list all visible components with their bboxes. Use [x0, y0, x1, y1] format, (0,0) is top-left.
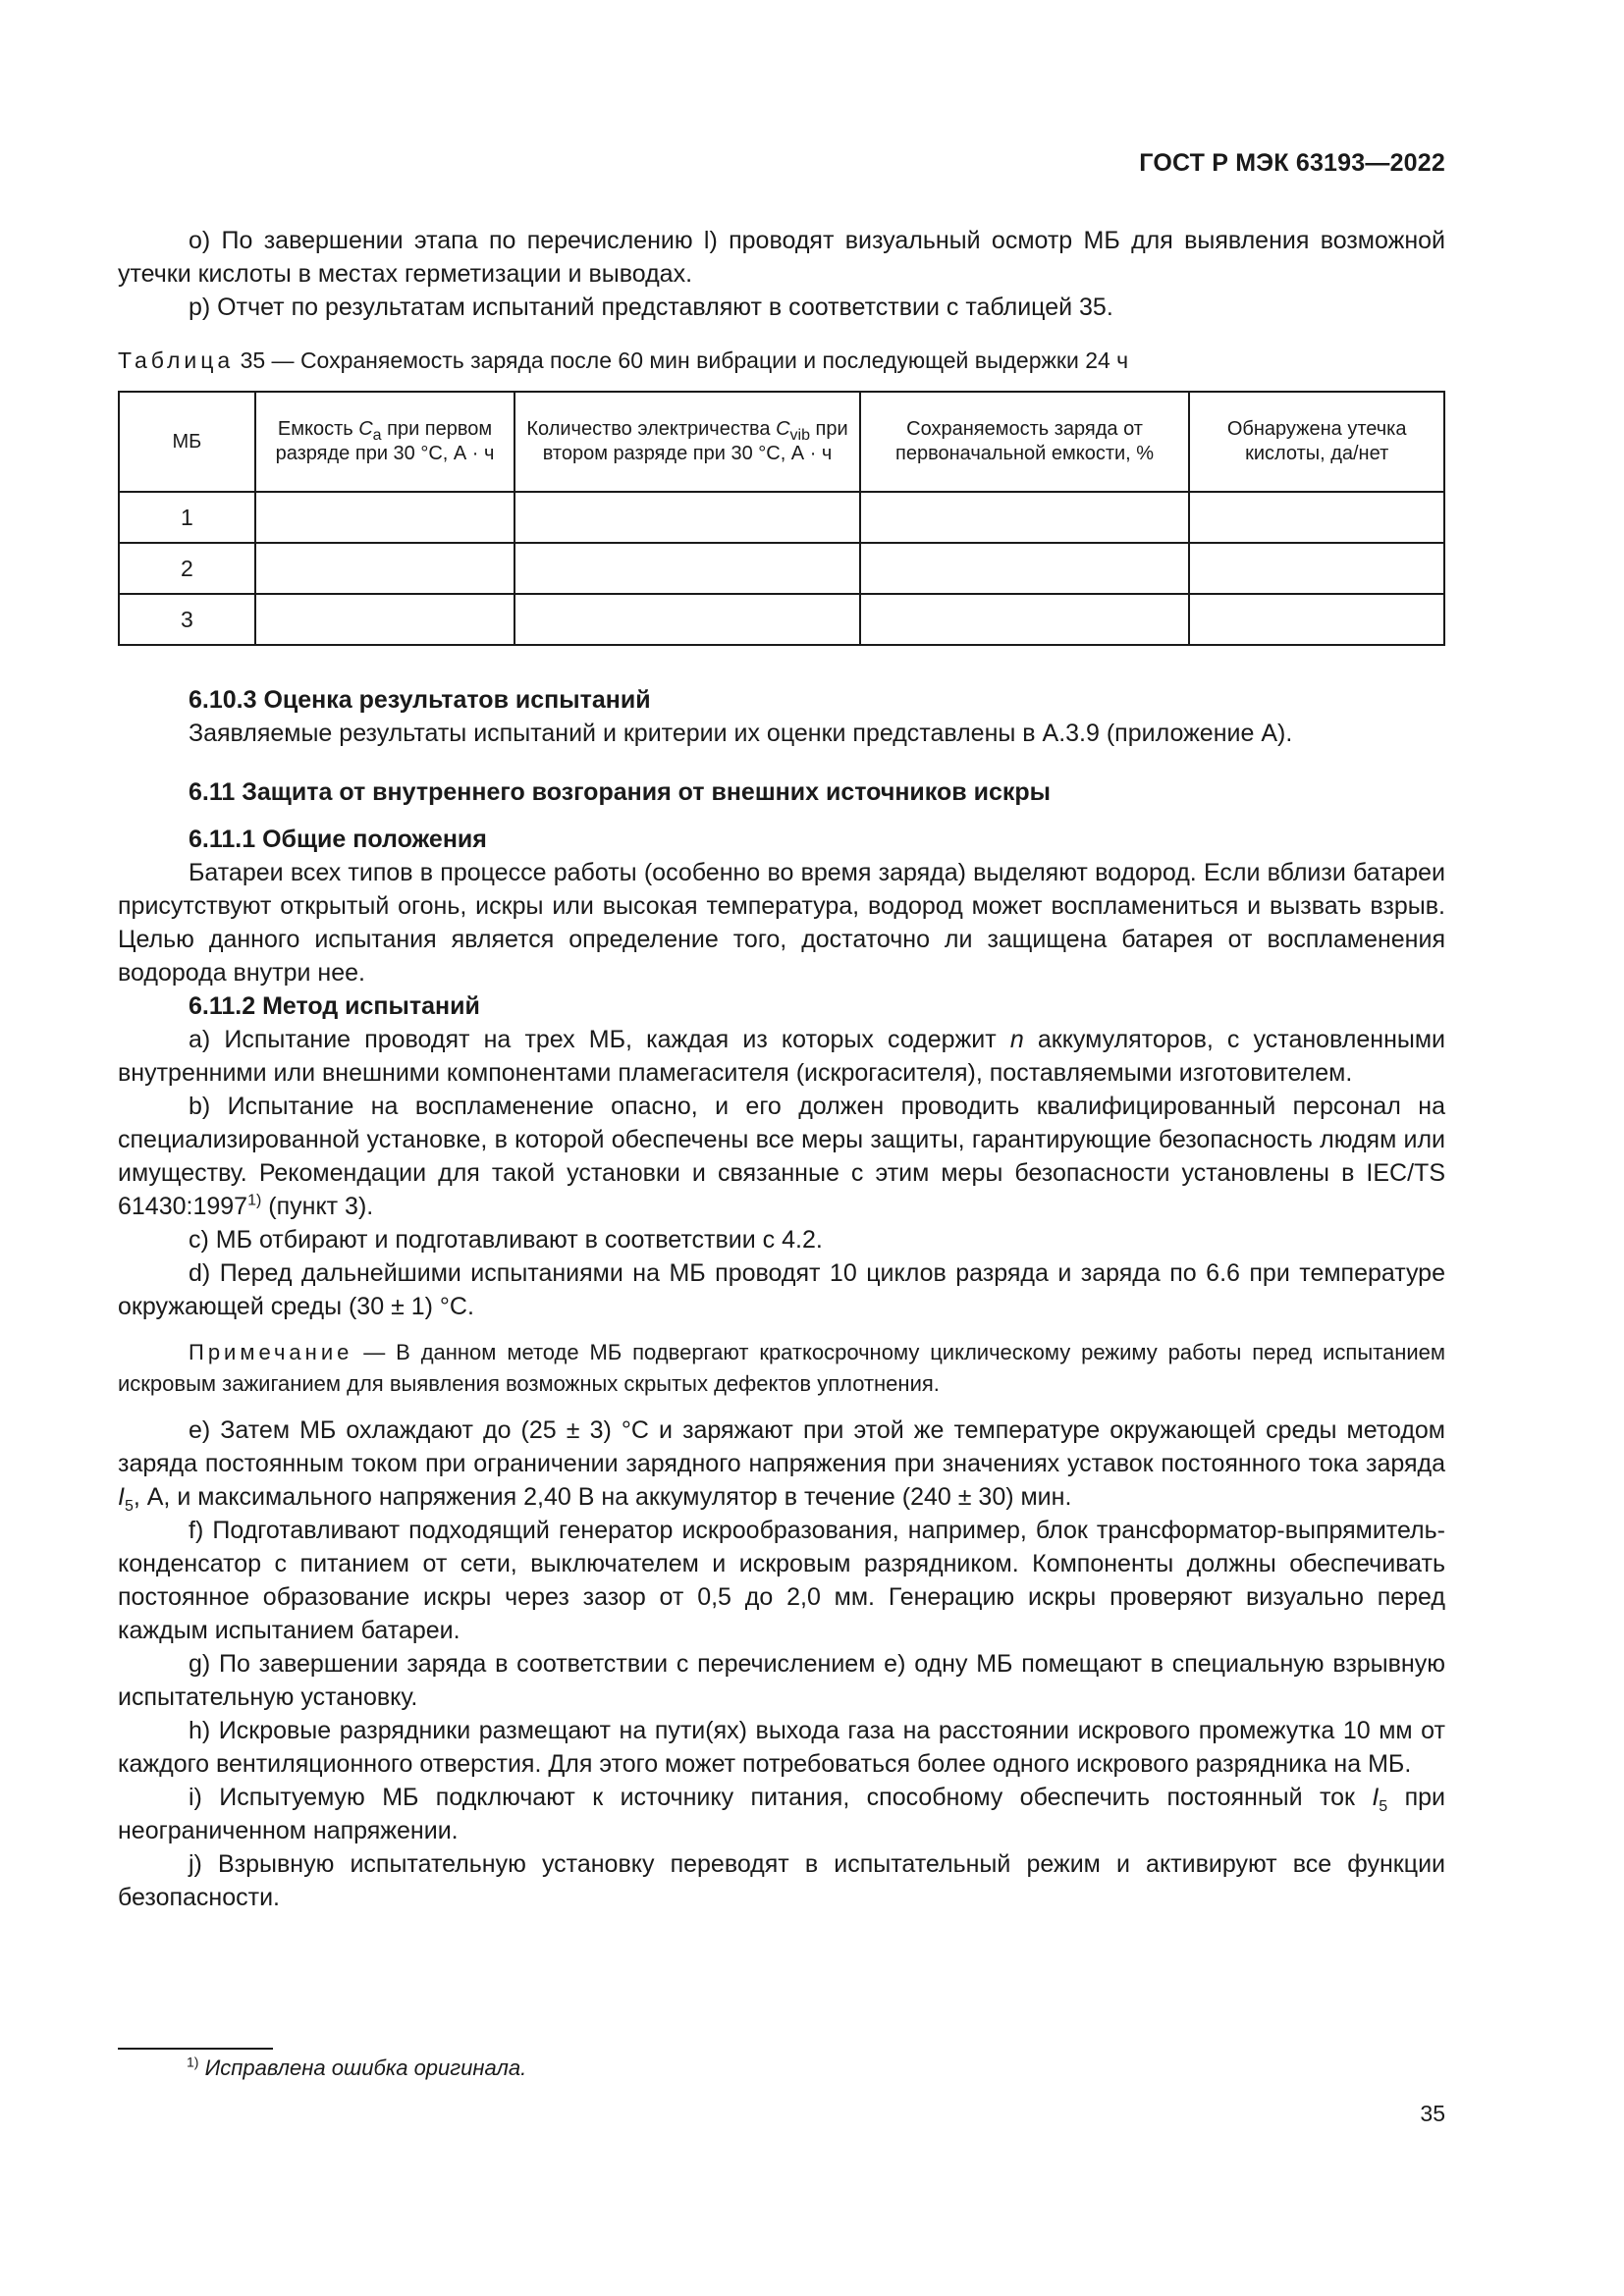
item-j-paragraph: j) Взрывную испытательную установку переводят в испытательный режим и активируют все функции безопасности. [118, 1850, 1445, 1911]
col-header-quantity: Количество электричества $C_{vib}$ при втором разряде при 30 °С, А · ч [514, 392, 859, 492]
section-6-10-3-heading: 6.10.3 Оценка результатов испытаний [189, 686, 651, 714]
col-header-retention: Сохраняемость заряда от первоначальной емкости, % [860, 392, 1190, 492]
page-content [118, 224, 1445, 1914]
item-i-paragraph: i) Испытуемую МБ подключают к источнику питания, способному обеспечить постоянный ток $I_5$ при неограниченном напряжении. [118, 1784, 1445, 1844]
item-f-paragraph: f) Подготавливают подходящий генератор искрообразования, например, блок трансформатор-выпрямитель-конденсатор с питанием от сети, выключателем и искровым разрядником. Компоненты должны обеспечивать постоянное образование искры через зазор от 0,5 до 2,0 мм. Генерацию искры проверяют визуально перед каждым испытанием батареи. [118, 1517, 1445, 1644]
table-caption-word: Таблица [118, 347, 235, 373]
item-b-paragraph: b) Испытание на воспламенение опасно, и его должен проводить квалифицированный персонал на специализированной установке, в которой обеспечены все меры защиты, гарантирующие безопасность людям или имуществу. Рекомендации для такой установки и связанные с этим меры безопасности установлены в IEC/TS 61430:1997$^{1)}$ (пункт 3). [118, 1093, 1445, 1220]
footnote-ref: 1) [247, 1192, 262, 1209]
col-header-mb: МБ [119, 392, 255, 492]
table-cell [860, 594, 1190, 645]
document-id-header: ГОСТ Р МЭК 63193—2022 [1139, 149, 1445, 177]
footnote-text: Исправлена ошибка оригинала. [198, 2056, 527, 2080]
table-cell [1189, 492, 1444, 543]
table-cell-mb: 2 [119, 543, 255, 594]
table-cell [860, 543, 1190, 594]
col-header-leak: Обнаружена утечка кислоты, да/нет [1189, 392, 1444, 492]
table-header-row [119, 392, 1444, 492]
section-6-10-3-text: Заявляемые результаты испытаний и критерии их оценки представлены в А.3.9 (приложение А). [189, 720, 1293, 747]
table-caption-text: 35 — Сохраняемость заряда после 60 мин вибрации и последующей выдержки 24 ч [234, 347, 1129, 373]
note-paragraph: Примечание — В данном методе МБ подвергают краткосрочному циклическому режиму работы перед испытанием искровым зажиганием для выявления возможных скрытых дефектов уплотнения. [118, 1340, 1445, 1396]
item-d-paragraph: d) Перед дальнейшими испытаниями на МБ проводят 10 циклов разряда и заряда по 6.6 при температуре окружающей среды (30 ± 1) °С. [118, 1259, 1445, 1320]
item-e-paragraph: e) Затем МБ охлаждают до (25 ± 3) °С и заряжают при этой же температуре окружающей среды методом заряда постоянным током при ограничении зарядного напряжения при значениях уставок постоянного тока заряда $I_5$, А, и максимального напряжения 2,40 В на аккумулятор в течение (240 ± 30) мин. [118, 1416, 1445, 1515]
table-cell [860, 492, 1190, 543]
page-number: 35 [1420, 2101, 1445, 2126]
item-a-paragraph: a) Испытание проводят на трех МБ, каждая из которых содержит n аккумуляторов, с установленными внутренними или внешними компонентами пламегасителя (искрогасителя), поставляемыми изготовителем. [118, 1026, 1445, 1087]
footnote-separator [118, 2048, 273, 2050]
item-p-paragraph: p) Отчет по результатам испытаний представляют в соответствии с таблицей 35. [189, 294, 1113, 321]
footnote-mark: 1) [187, 2054, 199, 2070]
item-g-paragraph: g) По завершении заряда в соответствии с перечислением е) одну МБ помещают в специальную взрывную испытательную установку. [118, 1650, 1445, 1711]
section-6-11-2-heading: 6.11.2 Метод испытаний [189, 992, 480, 1020]
table-cell [514, 492, 859, 543]
table-row [119, 543, 1444, 594]
table-cell [1189, 543, 1444, 594]
table-cell [1189, 594, 1444, 645]
section-6-11-1-heading: 6.11.1 Общие положения [189, 826, 487, 853]
item-c-paragraph: c) МБ отбирают и подготавливают в соответствии с 4.2. [189, 1226, 823, 1254]
footnote [187, 2056, 526, 2081]
col-header-capacity: Емкость $C_a$ при первом разряде при 30 °С, А · ч [255, 392, 515, 492]
section-6-11-heading: 6.11 Защита от внутреннего возгорания от внешних источников искры [189, 778, 1051, 806]
table-cell [255, 594, 515, 645]
section-6-11-1-text: Батареи всех типов в процессе работы (особенно во время заряда) выделяют водород. Если вблизи батареи присутствуют открытый огонь, искры или высокая температура, водород может воспламениться и вызвать взрыв. Целью данного испытания является определение того, достаточно ли защищена батарея от воспламенения водорода внутри нее. [118, 859, 1445, 987]
item-o-paragraph: o) По завершении этапа по перечислению l) проводят визуальный осмотр МБ для выявления возможной утечки кислоты в местах герметизации и выводах. [118, 227, 1445, 288]
note-label: Примечание [189, 1340, 353, 1364]
table-row [119, 594, 1444, 645]
table-cell-mb: 3 [119, 594, 255, 645]
table-cell [514, 543, 859, 594]
table-cell [255, 492, 515, 543]
table-row [119, 492, 1444, 543]
table-cell [514, 594, 859, 645]
table-caption [118, 344, 1445, 377]
results-table [118, 391, 1445, 646]
item-h-paragraph: h) Искровые разрядники размещают на пути(ях) выхода газа на расстоянии искрового промежутка 10 мм от каждого вентиляционного отверстия. Для этого может потребоваться более одного искрового разрядника на МБ. [118, 1717, 1445, 1778]
table-cell-mb: 1 [119, 492, 255, 543]
table-cell [255, 543, 515, 594]
